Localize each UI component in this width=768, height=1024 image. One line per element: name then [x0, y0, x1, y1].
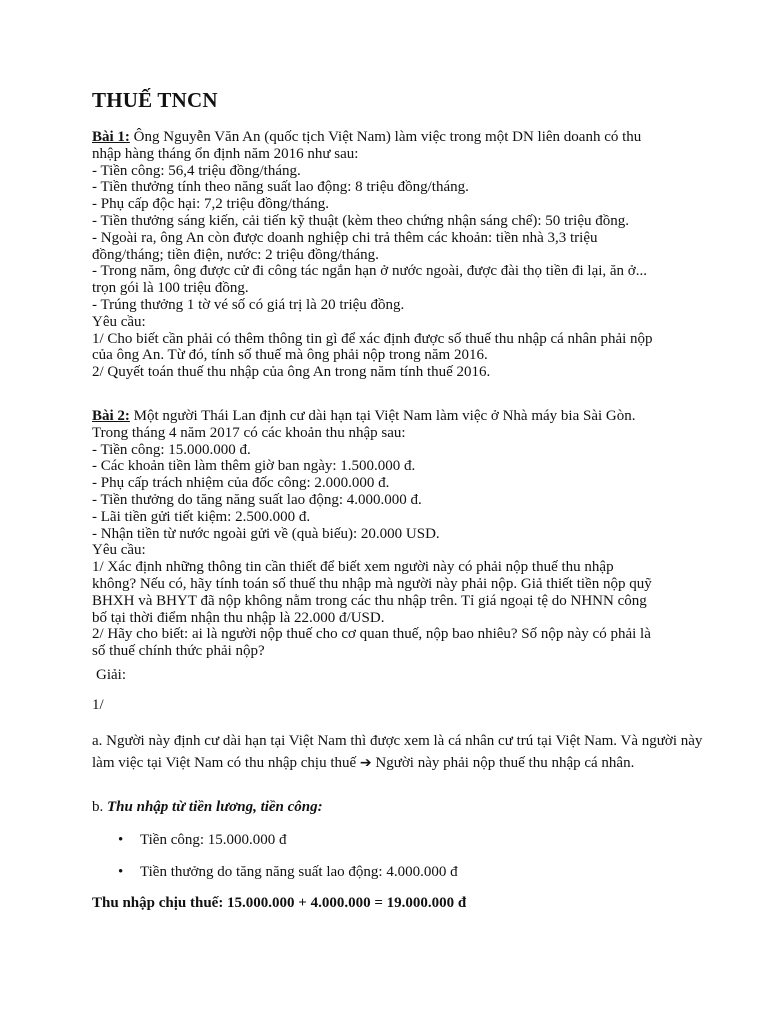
- income-list: [118, 829, 458, 893]
- answer-b-title: Thu nhập từ tiền lương, tiền công:: [107, 799, 323, 815]
- exercise-2-line: không? Nếu có, hãy tính toán số thuế thu nhập mà người này phải nộp. Giả thiết tiền nộp quỹ: [92, 575, 652, 592]
- exercise-2-line: 2/ Hãy cho biết: ai là người nộp thuế cho cơ quan thuế, nộp bao nhiêu? Số nộp này có phải là: [92, 626, 651, 643]
- exercise-1-line: - Ngoài ra, ông An còn được doanh nghiệp chi trả thêm các khoản: tiền nhà 3,3 triệu: [92, 229, 598, 246]
- exercise-1-line: Bài 1: Ông Nguyễn Văn An (quốc tịch Việt Nam) làm việc trong một DN liên doanh có thu: [92, 129, 642, 145]
- exercise-2-line: BHXH và BHYT đã nộp không nằm trong các thu nhập trên. Tỉ giá ngoại tệ do NHNN công: [92, 592, 647, 609]
- document-title: THUẾ TNCN: [92, 88, 218, 112]
- exercise-1-line: - Trúng thưởng 1 tờ vé số có giá trị là 20 triệu đồng.: [92, 296, 405, 313]
- exercise-2-line: - Lãi tiền gửi tiết kiệm: 2.500.000 đ.: [92, 508, 311, 525]
- exercise-1-line: - Tiền thưởng sáng kiến, cải tiến kỹ thuật (kèm theo chứng nhận sáng chế): 50 triệu đồng.: [92, 212, 630, 229]
- answer-b-heading: b. Thu nhập từ tiền lương, tiền công:: [92, 799, 323, 815]
- exercise-1-line: - Phụ cấp độc hại: 7,2 triệu đồng/tháng.: [92, 196, 330, 213]
- arrow-right-icon: ➔: [359, 755, 372, 771]
- exercise-2-line: Yêu cầu:: [92, 542, 146, 559]
- exercise-1-line: của ông An. Từ đó, tính số thuế mà ông phải nộp trong năm 2016.: [92, 347, 488, 364]
- exercise-1-line: Yêu cầu:: [92, 313, 146, 330]
- exercise-1-line: 2/ Quyết toán thuế thu nhập của ông An trong năm tính thuế 2016.: [92, 364, 491, 381]
- exercise-1-label: Bài 1:: [92, 129, 130, 145]
- exercise-1-line: đồng/tháng; tiền điện, nước: 2 triệu đồng/tháng.: [92, 246, 379, 263]
- exercise-2-line: 1/ Xác định những thông tin cần thiết để biết xem người này có phải nộp thuế thu nhập: [92, 559, 614, 576]
- exercise-1-line: 1/ Cho biết cần phải có thêm thông tin gì để xác định được số thuế thu nhập cá nhân phải nộp: [92, 330, 653, 347]
- exercise-1-line: - Tiền thưởng tính theo năng suất lao động: 8 triệu đồng/tháng.: [92, 179, 469, 196]
- exercise-1-line: nhập hàng tháng ổn định năm 2016 như sau:: [92, 145, 359, 162]
- exercise-2-line: số thuế chính thức phải nộp?: [92, 643, 265, 660]
- exercise-2-line: - Nhận tiền từ nước ngoài gửi về (quà biếu): 20.000 USD.: [92, 525, 440, 542]
- exercise-2-line: - Tiền công: 15.000.000 đ.: [92, 441, 251, 458]
- exercise-2-line: - Các khoản tiền làm thêm giờ ban ngày: 1.500.000 đ.: [92, 458, 416, 475]
- exercise-1-line: trọn gói là 100 triệu đồng.: [92, 280, 249, 297]
- solution-part-1: 1/: [92, 697, 104, 713]
- exercise-2-line: - Tiền thưởng do tăng năng suất lao động: 4.000.000 đ.: [92, 491, 422, 508]
- bullet-icon: •: [118, 832, 124, 848]
- exercise-2: [92, 408, 682, 660]
- list-item: • Tiền công: 15.000.000 đ: [118, 829, 458, 861]
- exercise-2-line: Trong tháng 4 năm 2017 có các khoản thu nhập sau:: [92, 424, 406, 441]
- list-item: • Tiền thưởng do tăng năng suất lao động: 4.000.000 đ: [118, 861, 458, 893]
- exercise-2-line: Bài 2: Một người Thái Lan định cư dài hạn tại Việt Nam làm việc ở Nhà máy bia Sài Gòn.: [92, 408, 636, 424]
- exercise-1-line: - Tiền công: 56,4 triệu đồng/tháng.: [92, 162, 301, 179]
- exercise-2-line: bố tại thời điểm nhận thu nhập là 22.000 đ/USD.: [92, 609, 385, 626]
- taxable-income: Thu nhập chịu thuế: 15.000.000 + 4.000.000 = 19.000.000 đ: [92, 895, 467, 911]
- exercise-1: [92, 129, 682, 381]
- exercise-2-label: Bài 2:: [92, 408, 130, 424]
- exercise-1-line: - Trong năm, ông được cử đi công tác ngắn hạn ở nước ngoài, được đài thọ tiền đi lại, ăn ở...: [92, 263, 647, 280]
- bullet-icon: •: [118, 864, 124, 880]
- exercise-2-line: - Phụ cấp trách nhiệm của đốc công: 2.000.000 đ.: [92, 475, 390, 492]
- solution-heading: Giải:: [96, 667, 126, 683]
- answer-a: a. Người này định cư dài hạn tại Việt Nam thì được xem là cá nhân cư trú tại Việt Nam. Và người này làm việc tại Việt Nam có thu nhập chịu thuế ➔ Người này phải nộp thuế thu nhập cá nhân.: [92, 733, 703, 771]
